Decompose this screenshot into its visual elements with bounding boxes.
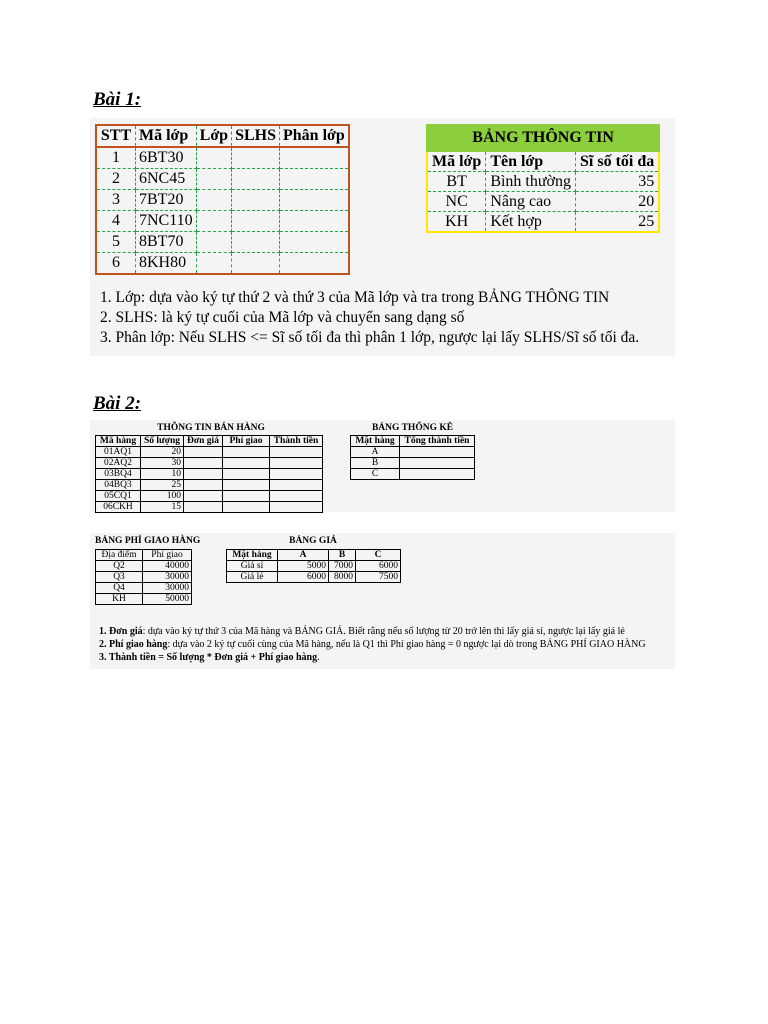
sales-cell[interactable]: 06CKH: [96, 502, 141, 513]
cell-ma-lop[interactable]: 6BT30: [136, 147, 197, 169]
shipping-cell[interactable]: 40000: [143, 561, 192, 572]
note-line: [99, 651, 689, 664]
stats-col: Mặt hàng: [351, 436, 400, 447]
table-row: [96, 594, 192, 605]
stats-table-title: BẢNG THỐNG KÊ: [371, 423, 454, 433]
sales-cell[interactable]: 10: [141, 469, 184, 480]
shipping-col: Phí giao: [143, 550, 192, 561]
cell-phan-lop[interactable]: [280, 211, 349, 232]
stats-cell[interactable]: [400, 469, 475, 480]
info-cell[interactable]: 25: [576, 212, 660, 233]
info-cell[interactable]: Bình thường: [486, 172, 576, 192]
table-row: [96, 253, 349, 275]
table-row: [427, 192, 659, 212]
shipping-table-title: BẢNG PHÍ GIAO HÀNG: [95, 536, 201, 546]
shipping-cell[interactable]: Q2: [96, 561, 143, 572]
note-label: 3. Thành tiền = Số lượng * Đơn giá + Phí giao hàng: [99, 652, 318, 663]
sales-cell[interactable]: [270, 469, 323, 480]
table-row: [427, 212, 659, 233]
sales-cell[interactable]: [270, 502, 323, 513]
table-row: [351, 469, 475, 480]
note-text: : dựa vào 2 ký tự cuối cùng của Mã hàng, nếu là Q1 thì Phí giao hàng = 0 ngược lại dò trong BẢNG PHÍ GIAO HÀNG: [167, 639, 646, 650]
table-row: [96, 447, 323, 458]
info-cell[interactable]: 35: [576, 172, 660, 192]
note-text: .: [317, 652, 320, 663]
price-cell[interactable]: 6000: [356, 561, 401, 572]
cell-slhs[interactable]: [232, 211, 280, 232]
stats-cell[interactable]: C: [351, 469, 400, 480]
stats-col: Tổng thành tiền: [400, 436, 475, 447]
info-cell[interactable]: NC: [427, 192, 486, 212]
cell-stt[interactable]: 4: [96, 211, 136, 232]
table-row: [96, 583, 192, 594]
col-slhs: SLHS: [232, 125, 280, 147]
table-row: [227, 561, 401, 572]
bai1-notes: [100, 288, 690, 348]
price-cell[interactable]: 7000: [329, 561, 356, 572]
bai2-notes: [99, 625, 689, 664]
sales-col: Phí giao: [223, 436, 270, 447]
cell-stt[interactable]: 6: [96, 253, 136, 275]
note-line: 1. Lớp: dựa vào ký tự thứ 2 và thứ 3 của Mã lớp và tra trong BẢNG THÔNG TIN: [100, 289, 610, 306]
price-col: A: [278, 550, 329, 561]
sales-cell[interactable]: [270, 480, 323, 491]
table-row: [96, 572, 192, 583]
sales-col: Số lượng: [141, 436, 184, 447]
sales-cell[interactable]: [184, 458, 223, 469]
cell-slhs[interactable]: [232, 232, 280, 253]
table-row: [96, 469, 323, 480]
sales-cell[interactable]: [270, 447, 323, 458]
note-line: 3. Phân lớp: Nếu SLHS <= Sĩ số tối đa thì phân 1 lớp, ngược lại lấy SLHS/Sĩ số tối đa.: [100, 329, 640, 346]
price-cell[interactable]: 7500: [356, 572, 401, 583]
sales-cell[interactable]: [223, 491, 270, 502]
info-cell[interactable]: Kết hợp: [486, 212, 576, 233]
price-cell[interactable]: 8000: [329, 572, 356, 583]
sales-cell[interactable]: [223, 502, 270, 513]
sales-cell[interactable]: [184, 469, 223, 480]
class-table: [95, 124, 350, 275]
sales-cell[interactable]: 20: [141, 447, 184, 458]
table-row: [96, 502, 323, 513]
sales-cell[interactable]: 15: [141, 502, 184, 513]
cell-phan-lop[interactable]: [280, 169, 349, 190]
sales-cell[interactable]: [184, 480, 223, 491]
sales-cell[interactable]: 01AQ1: [96, 447, 141, 458]
cell-ma-lop[interactable]: 7BT20: [136, 190, 197, 211]
cell-lop[interactable]: [196, 211, 231, 232]
shipping-cell[interactable]: 30000: [143, 583, 192, 594]
info-table: [426, 124, 660, 233]
note-line: 2. SLHS: là ký tự cuối của Mã lớp và chuyển sang dạng số: [100, 309, 465, 326]
bai1-heading: Bài 1:: [93, 89, 142, 110]
info-cell[interactable]: Nâng cao: [486, 192, 576, 212]
cell-stt[interactable]: 1: [96, 147, 136, 169]
table-row: [427, 172, 659, 192]
note-line: [99, 638, 689, 651]
cell-lop[interactable]: [196, 169, 231, 190]
cell-phan-lop[interactable]: [280, 253, 349, 275]
sales-cell[interactable]: [223, 447, 270, 458]
info-cell[interactable]: 20: [576, 192, 660, 212]
col-phan-lop: Phân lớp: [280, 125, 349, 147]
cell-ma-lop[interactable]: 8BT70: [136, 232, 197, 253]
stats-cell[interactable]: [400, 447, 475, 458]
info-col-ten-lop: Tên lớp: [486, 151, 576, 172]
shipping-cell[interactable]: Q4: [96, 583, 143, 594]
price-cell[interactable]: Giá sỉ: [227, 561, 278, 572]
shipping-cell[interactable]: 30000: [143, 572, 192, 583]
table-row: [96, 561, 192, 572]
table-row: [96, 458, 323, 469]
note-label: 1. Đơn giá: [99, 626, 143, 637]
cell-slhs[interactable]: [232, 169, 280, 190]
sales-cell[interactable]: [270, 491, 323, 502]
sales-cell[interactable]: 02AQ2: [96, 458, 141, 469]
sales-col: Đơn giá: [184, 436, 223, 447]
cell-phan-lop[interactable]: [280, 147, 349, 169]
info-col-si-so: Sĩ số tối đa: [576, 151, 660, 172]
cell-lop[interactable]: [196, 253, 231, 275]
cell-lop[interactable]: [196, 190, 231, 211]
table-row: [96, 232, 349, 253]
price-col: B: [329, 550, 356, 561]
sales-cell[interactable]: [223, 480, 270, 491]
table-row: [96, 147, 349, 169]
price-table-title: BẢNG GIÁ: [289, 536, 337, 546]
price-col: C: [356, 550, 401, 561]
sales-cell[interactable]: [184, 502, 223, 513]
cell-lop[interactable]: [196, 147, 231, 169]
stats-table: [350, 435, 475, 480]
info-cell[interactable]: KH: [427, 212, 486, 233]
price-table: [226, 549, 401, 583]
col-ma-lop: Mã lớp: [136, 125, 197, 147]
table-row: [351, 458, 475, 469]
sales-cell[interactable]: 03BQ4: [96, 469, 141, 480]
info-cell[interactable]: BT: [427, 172, 486, 192]
table-row: [96, 211, 349, 232]
sales-col: Mã hàng: [96, 436, 141, 447]
sales-cell[interactable]: [223, 458, 270, 469]
shipping-cell[interactable]: 50000: [143, 594, 192, 605]
table-row: [96, 190, 349, 211]
cell-lop[interactable]: [196, 232, 231, 253]
price-cell[interactable]: Giá lẻ: [227, 572, 278, 583]
table-row: [96, 480, 323, 491]
table-row: [227, 572, 401, 583]
sales-cell[interactable]: 100: [141, 491, 184, 502]
cell-stt[interactable]: 2: [96, 169, 136, 190]
info-col-ma-lop: Mã lớp: [427, 151, 486, 172]
shipping-cell[interactable]: Q3: [96, 572, 143, 583]
cell-ma-lop[interactable]: 6NC45: [136, 169, 197, 190]
cell-stt[interactable]: 3: [96, 190, 136, 211]
note-text: : dựa vào ký tự thứ 3 của Mã hàng và BẢNG GIÁ. Biết rằng nếu số lượng từ 20 trở lên thì lấy giá sỉ, ngược lại lấy giá lẻ: [142, 626, 625, 637]
sales-cell[interactable]: 05CQ1: [96, 491, 141, 502]
stats-cell[interactable]: A: [351, 447, 400, 458]
shipping-cell[interactable]: KH: [96, 594, 143, 605]
sales-cell[interactable]: [184, 491, 223, 502]
cell-phan-lop[interactable]: [280, 232, 349, 253]
sales-table: [95, 435, 323, 513]
sales-cell[interactable]: 04BQ3: [96, 480, 141, 491]
cell-ma-lop[interactable]: 8KH80: [136, 253, 197, 275]
sales-cell[interactable]: [223, 469, 270, 480]
cell-phan-lop[interactable]: [280, 190, 349, 211]
sales-cell[interactable]: [270, 458, 323, 469]
cell-slhs[interactable]: [232, 147, 280, 169]
price-col: Mặt hàng: [227, 550, 278, 561]
shipping-col: Địa điểm: [96, 550, 143, 561]
sales-cell[interactable]: [184, 447, 223, 458]
cell-slhs[interactable]: [232, 190, 280, 211]
table-row: [96, 169, 349, 190]
bai2-heading: Bài 2:: [93, 393, 142, 414]
price-cell[interactable]: 6000: [278, 572, 329, 583]
sales-cell[interactable]: 25: [141, 480, 184, 491]
cell-ma-lop[interactable]: 7NC110: [136, 211, 197, 232]
sales-col: Thành tiền: [270, 436, 323, 447]
table-row: [96, 491, 323, 502]
shipping-table: [95, 549, 192, 605]
table-row: [351, 447, 475, 458]
stats-cell[interactable]: [400, 458, 475, 469]
cell-stt[interactable]: 5: [96, 232, 136, 253]
info-table-title: BẢNG THÔNG TIN: [427, 125, 659, 151]
sales-table-title: THÔNG TIN BÁN HÀNG: [157, 423, 265, 433]
cell-slhs[interactable]: [232, 253, 280, 275]
note-line: [99, 625, 689, 638]
stats-cell[interactable]: B: [351, 458, 400, 469]
sales-cell[interactable]: 30: [141, 458, 184, 469]
price-cell[interactable]: 5000: [278, 561, 329, 572]
col-lop: Lớp: [196, 125, 231, 147]
col-stt: STT: [96, 125, 136, 147]
note-label: 2. Phí giao hàng: [99, 639, 168, 650]
